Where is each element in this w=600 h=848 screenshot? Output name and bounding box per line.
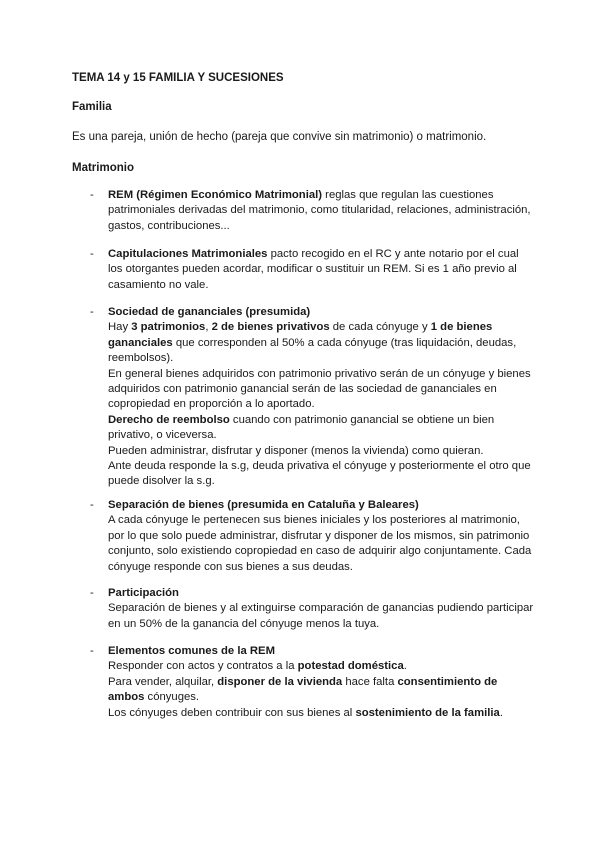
item-title: Participación — [108, 587, 179, 599]
bullet-dash: - — [90, 189, 94, 201]
item-text: patrimoniales derivadas del matrimonio, como titularidad, relaciones, administración, — [108, 204, 531, 217]
item-text: Hay — [108, 321, 132, 334]
item-text: . — [499, 706, 503, 719]
item-text: casamiento no vale. — [108, 278, 209, 291]
item-title: Sociedad de gananciales (presumida) — [108, 306, 311, 318]
item-text: pacto recogido en el RC y ante notario por el cual — [267, 248, 519, 260]
item-text: Ante deuda responde la s.g, deuda privativa el cónyuge y posteriormente el otro que — [108, 460, 531, 473]
bullet-dash: - — [90, 248, 94, 260]
item-text: los otorgantes pueden acordar, modificar o sustituir un REM. Si es 1 año previo al — [108, 263, 517, 276]
item-text: de cada cónyuge y — [329, 321, 431, 334]
item-text: Los cónyuges deben contribuir con sus bienes al — [108, 706, 356, 719]
item-bold-text: 2 de bienes privativos — [211, 321, 330, 334]
item-text: cónyuges. — [144, 691, 200, 704]
bullet-dash: - — [90, 645, 94, 657]
item-text: hace falta — [342, 675, 398, 688]
document-title: TEMA 14 y 15 FAMILIA Y SUCESIONES — [72, 72, 284, 84]
item-text: cuando con patrimonio ganancial se obtiene un bien — [229, 413, 495, 426]
item-text: Pueden administrar, disfrutar y disponer (menos la vivienda) como quieran. — [108, 444, 484, 457]
item-bold-text: sostenimiento de la familia — [355, 706, 500, 719]
item-bold-text: 1 de bienes — [430, 321, 493, 334]
item-bold-text: ambos — [108, 691, 145, 704]
item-bold-text: 3 patrimonios — [131, 321, 206, 334]
bullet-dash: - — [90, 587, 94, 599]
item-text: Responder con actos y contratos a la — [108, 660, 298, 673]
item-text: copropiedad en proporción a lo aportado. — [108, 398, 315, 411]
item-text: . — [403, 660, 407, 673]
item-text: Separación de bienes y al extinguirse comparación de ganancias pudiendo participar — [108, 602, 534, 615]
item-text: A cada cónyuge le pertenecen sus bienes iniciales y los posteriores al matrimonio, — [108, 514, 520, 527]
item-text: En general bienes adquiridos con patrimonio privativo serán de un cónyuge y bienes — [108, 367, 531, 380]
heading-familia: Familia — [72, 101, 112, 113]
item-bold-text: Derecho de reembolso — [108, 413, 230, 426]
item-text: en un 50% de la ganancia del cónyuge menos la tuya. — [108, 617, 380, 630]
item-title: REM (Régimen Económico Matrimonial) — [108, 189, 323, 201]
item-text: reembolsos). — [108, 352, 174, 365]
heading-matrimonio: Matrimonio — [72, 162, 134, 174]
item-content — [108, 586, 532, 632]
item-title: Capitulaciones Matrimoniales — [108, 248, 268, 260]
item-bold-text: consentimiento de — [397, 675, 498, 688]
item-text: puede disolver la s.g. — [108, 475, 215, 488]
item-text: por lo que solo puede administrar, disfrutar y disponer de los mismos, sin patrimonio — [108, 529, 530, 542]
item-text: conjunto, solo existiendo copropiedad en caso de adquirir algo conjuntamente. Cada — [108, 545, 532, 558]
item-text: , — [205, 321, 212, 334]
item-title: Elementos comunes de la REM — [108, 645, 275, 657]
item-text: cónyuge responde con sus bienes a sus deudas. — [108, 560, 353, 573]
item-text: Para vender, alquilar, — [108, 675, 218, 688]
item-content — [108, 247, 532, 293]
bullet-dash: - — [90, 306, 94, 318]
item-text: reglas que regulan las cuestiones — [322, 189, 494, 201]
item-text: adquiridos con patrimonio ganancial serán de las sociedad de gananciales en — [108, 383, 497, 396]
item-content — [108, 498, 532, 575]
item-text: gastos, contribuciones... — [108, 219, 230, 232]
item-content — [108, 188, 532, 234]
item-text: que corresponden al 50% a cada cónyuge (tras liquidación, deudas, — [172, 336, 517, 349]
item-bold-text: gananciales — [108, 336, 173, 349]
item-content — [108, 644, 532, 721]
item-bold-text: potestad doméstica — [297, 660, 404, 673]
item-bold-text: disponer de la vivienda — [217, 675, 343, 688]
familia-definition: Es una pareja, unión de hecho (pareja que convive sin matrimonio) o matrimonio. — [72, 131, 487, 143]
item-title: Separación de bienes (presumida en Cataluña y Baleares) — [108, 499, 419, 511]
bullet-dash: - — [90, 499, 94, 511]
item-content — [108, 305, 532, 490]
item-text: privativo, o viceversa. — [108, 429, 217, 442]
